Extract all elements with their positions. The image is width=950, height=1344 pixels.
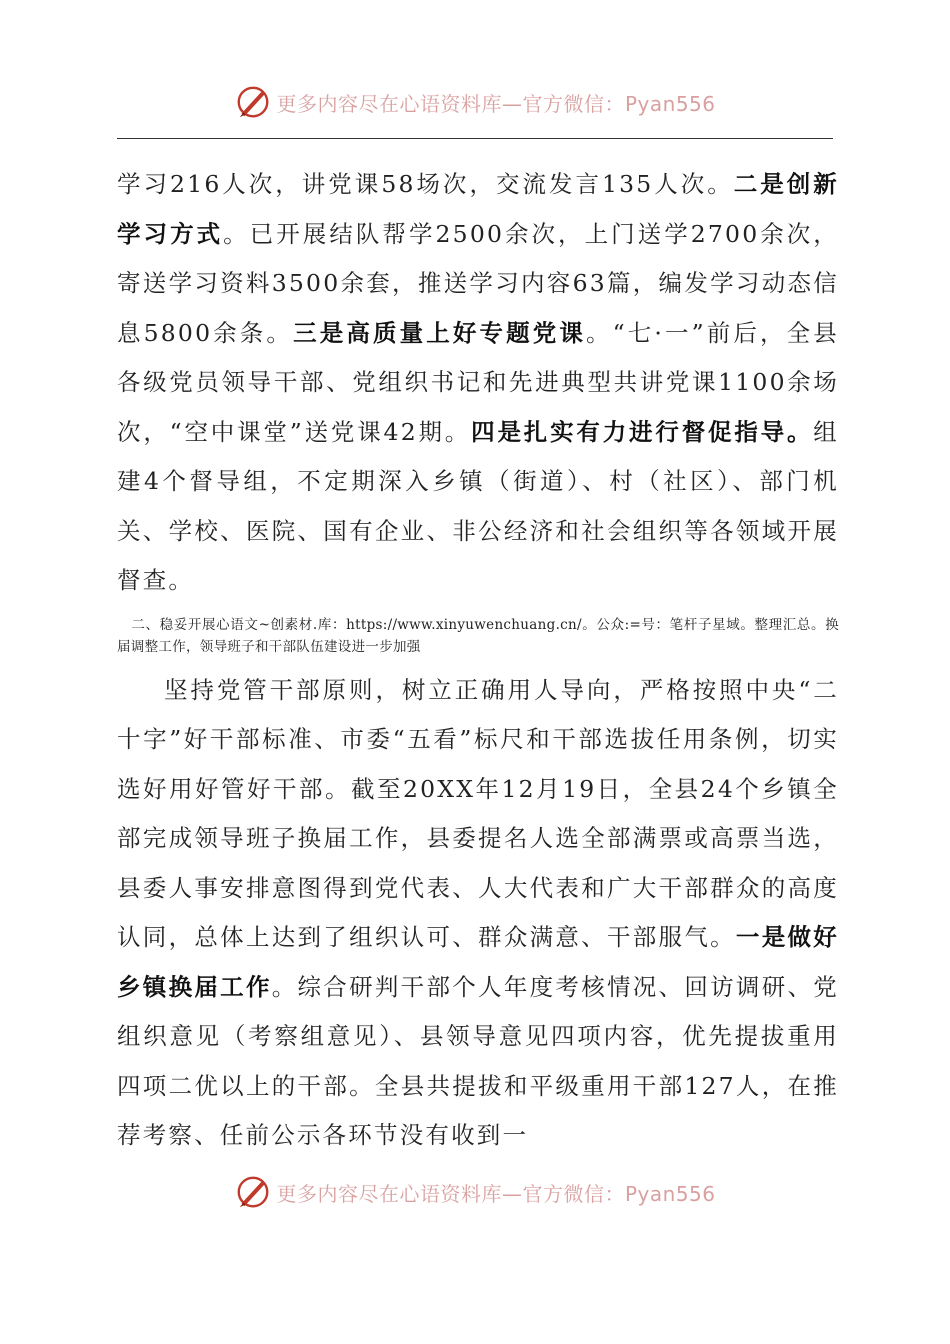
para1-text-3: 。“七·一”前后，全县各级党员领导干部、党组织书记和先进典型共讲党课1100余场次，“空中课堂”送党课42期。 (117, 318, 840, 446)
banner-main-text: 更多内容尽在心语资料库 (276, 1181, 502, 1206)
banner-separator: — (501, 1181, 523, 1206)
header-divider (117, 138, 833, 139)
document-body (117, 160, 839, 1161)
banner-text (276, 1178, 715, 1207)
banner-official-text: 官方微信： (522, 1181, 625, 1206)
banner-text (276, 88, 715, 117)
para1-bold-3: 四是扎实有力进行督促指导。 (471, 417, 814, 446)
pen-logo-icon (234, 83, 272, 121)
banner-wechat-id: Pyan556 (624, 1181, 716, 1206)
para1-text-4: 组建4个督导组，不定期深入乡镇（街道）、村（社区）、部门机关、学校、医院、国有企业、非公经济和社会组织等各领域开展督查。 (117, 417, 839, 594)
banner-wechat-id: Pyan556 (624, 91, 716, 116)
para2-text-1: 坚持党管干部原则，树立正确用人导向，严格按照中央“二十字”好干部标准、市委“五看”标尺和干部选拔任用条例，切实选好用好管好干部。截至20XX年12月19日，全县24个乡镇全部完成领导班子换届工作，县委提名人选全部满票或高票当选，县委人事安排意图得到党代表、人大代表和广大干部群众的高度认同，总体上达到了组织认可、群众满意、干部服气。 (117, 675, 839, 951)
footer-banner (0, 1172, 950, 1212)
para1-text-2: 。已开展结队帮学2500余次，上门送学2700余次，寄送学习资料3500余套，推送学习内容63篇，编发学习动态信息5800余条。 (117, 219, 839, 347)
para2-bold-1: 一是做好乡镇换届工作 (117, 923, 839, 1001)
banner-separator: — (501, 91, 523, 116)
pen-logo-icon (234, 1173, 272, 1211)
section-heading-2-text: 二、稳妥开展心语文~创素材.库：https://www.xinyuwenchuang.cn/。公众:=号：笔杆子星域。整理汇总。换届调整工作，领导班子和干部队伍建设进一步加强 (117, 616, 839, 655)
banner-main-text: 更多内容尽在心语资料库 (276, 91, 502, 116)
section-heading-2 (117, 614, 839, 658)
paragraph-1 (117, 160, 839, 606)
banner-official-text: 官方微信： (522, 91, 625, 116)
para2-text-2: 。综合研判干部个人年度考核情况、回访调研、党组织意见（考察组意见）、县领导意见四项内容，优先提拔重用四项二优以上的干部。全县共提拔和平级重用干部127人，在推荐考察、任前公示各环节没有收到一 (117, 972, 839, 1149)
para1-bold-2: 三是高质量上好专题党课 (293, 318, 586, 347)
para1-text-1: 学习216人次，讲党课58场次，交流发言135人次。 (117, 170, 734, 198)
para1-bold-1: 二是创新学习方式 (117, 170, 839, 248)
header-banner (0, 82, 950, 122)
paragraph-2 (117, 666, 839, 1161)
